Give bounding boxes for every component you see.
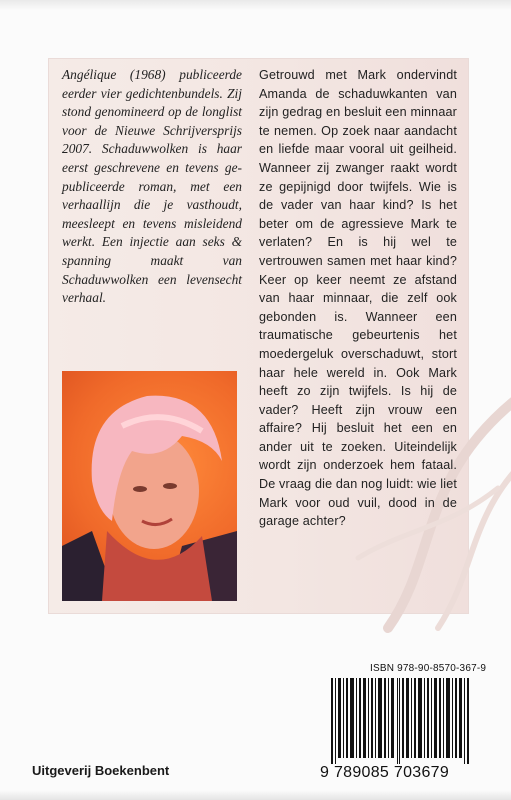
author-photo — [62, 371, 237, 601]
cover-top-edge — [0, 0, 511, 10]
author-blurb: Angélique (1968) publiceerde eerder vier gedichtenbundels. Zij stond genomineerd op de longlist voor de Nieuwe Schrijversprijs 2007. Schaduwwolken is haar eerst geschrevene en tevens gepubliceerde roman, met een verhaallijn die je vasthoudt, meesleept en tevens misleidend werkt. Een injectie aan seks & spanning maakt van Schaduwwolken een levensecht verhaal. — [62, 67, 242, 306]
barcode-digits: 9 789085 703679 — [320, 764, 450, 781]
book-synopsis: Getrouwd met Mark ondervindt Amanda de schaduwkanten van zijn gedrag en besluit een minnaar te nemen. Op zoek naar aandacht en liefde maar vooral uit geilheid. Wanneer zij zwanger raakt wordt ze gepijnigd door twijfels. Wie is de vader van haar kind? Is het beter om de agressieve Mark te verlaten? En is hij wel te vertrouwen samen met haar kind? Keer op keer neemt ze afstand van haar minnaar, die zelf ook gebonden is. Wanneer een traumatische gebeurtenis het moedergeluk overschaduwt, stort haar hele wereld in. Ook Mark heeft zo zijn twijfels. Is hij de vader? Heeft zijn vrouw een affaire? Hij besluit het een en ander uit te zoeken. Uiteindelijk wordt zijn onderzoek hem fataal. De vraag die dan nog luidt: wie liet Mark voor oud vuil, dood in de garage achter? — [259, 68, 457, 529]
barcode — [331, 678, 469, 764]
author-portrait-image — [62, 371, 237, 601]
publisher-name: Uitgeverij Boekenbent — [32, 763, 170, 778]
cover-bottom-edge — [0, 790, 511, 800]
isbn-label: ISBN 978-90-8570-367-9 — [370, 663, 487, 674]
